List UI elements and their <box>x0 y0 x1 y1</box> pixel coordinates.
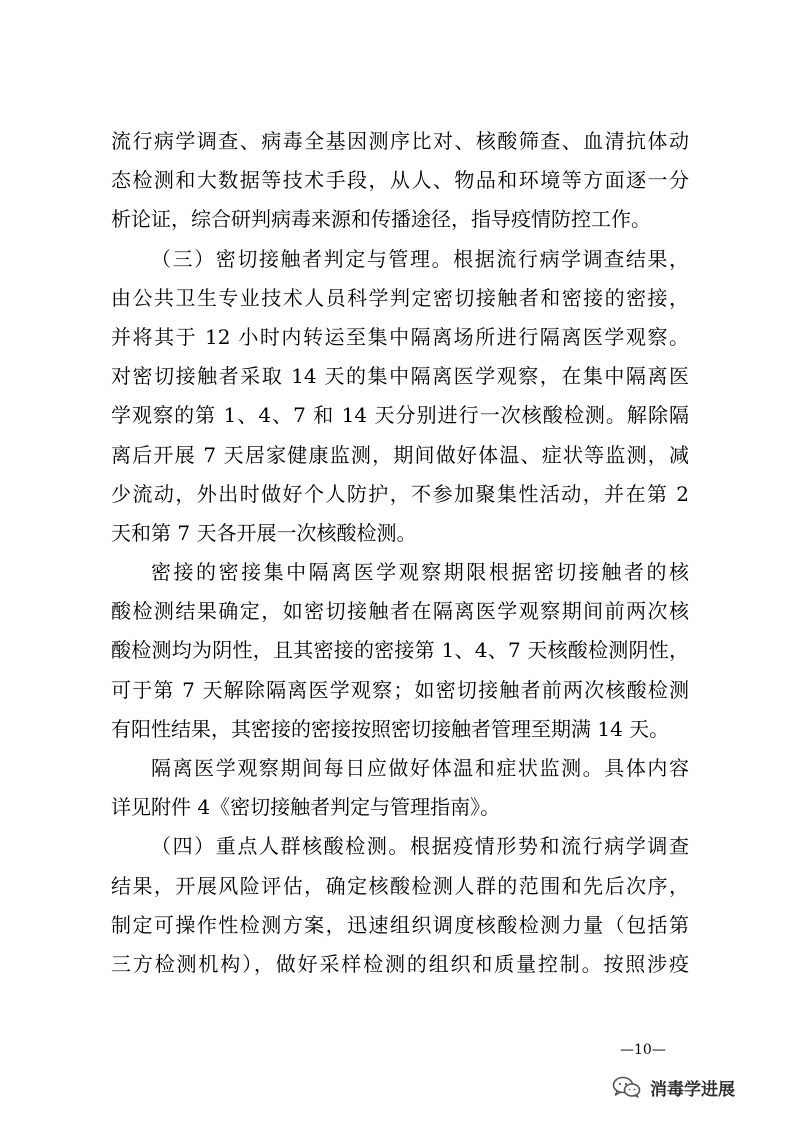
text-line: 天和第 7 天各开展一次核酸检测。 <box>111 520 417 545</box>
text-line: 析论证，综合研判病毒来源和传播途径，指导疫情防控工作。 <box>111 207 651 232</box>
text-line: 有阳性结果，其密接的密接按照密切接触者管理至期满 14 天。 <box>111 716 670 741</box>
text-line: 酸检测结果确定，如密切接触者在隔离医学观察期间前两次核 <box>111 599 689 624</box>
section-heading-line: （三）密切接触者判定与管理。根据流行病学调查结果， <box>151 246 689 271</box>
watermark <box>612 1074 735 1100</box>
text-line: 三方检测机构），做好采样检测的组织和质量控制。按照涉疫 <box>111 951 689 976</box>
paragraph-first-line: 隔离医学观察期间每日应做好体温和症状监测。具体内容 <box>151 756 689 780</box>
text-line: 详见附件 4《密切接触者判定与管理指南》。 <box>111 795 501 820</box>
text-line: 可于第 7 天解除隔离医学观察；如密切接触者前两次核酸检测 <box>111 677 689 702</box>
text-line: 离后开展 7 天居家健康监测，期间做好体温、症状等监测，减 <box>111 442 689 467</box>
text-line: 结果，开展风险评估，确定核酸检测人群的范围和先后次序， <box>111 873 689 898</box>
watermark-text: 消毒学进展 <box>650 1079 735 1100</box>
text-line: 制定可操作性检测方案，迅速组织调度核酸检测力量（包括第 <box>111 912 689 937</box>
text-line: 态检测和大数据等技术手段，从人、物品和环境等方面逐一分 <box>111 168 689 193</box>
text-line: 由公共卫生专业技术人员科学判定密切接触者和密接的密接， <box>111 285 689 310</box>
text-line: 酸检测均为阴性，且其密接的密接第 1、4、7 天核酸检测阴性， <box>111 638 689 663</box>
text-line: 并将其于 12 小时内转运至集中隔离场所进行隔离医学观察。 <box>111 324 689 349</box>
paragraph-first-line: 密接的密接集中隔离医学观察期限根据密切接触者的核 <box>151 560 689 585</box>
text-line: 学观察的第 1、4、7 和 14 天分别进行一次核酸检测。解除隔 <box>111 403 689 428</box>
page-number: —10— <box>620 1042 666 1058</box>
text-line: 流行病学调查、病毒全基因测序比对、核酸筛查、血清抗体动 <box>111 129 689 153</box>
document-body <box>111 122 689 984</box>
section-heading-line: （四）重点人群核酸检测。根据疫情形势和流行病学调查 <box>151 834 689 859</box>
wechat-icon <box>612 1076 642 1098</box>
text-line: 对密切接触者采取 14 天的集中隔离医学观察，在集中隔离医 <box>111 364 689 389</box>
text-line: 少流动，外出时做好个人防护，不参加聚集性活动，并在第 2 <box>111 481 689 506</box>
